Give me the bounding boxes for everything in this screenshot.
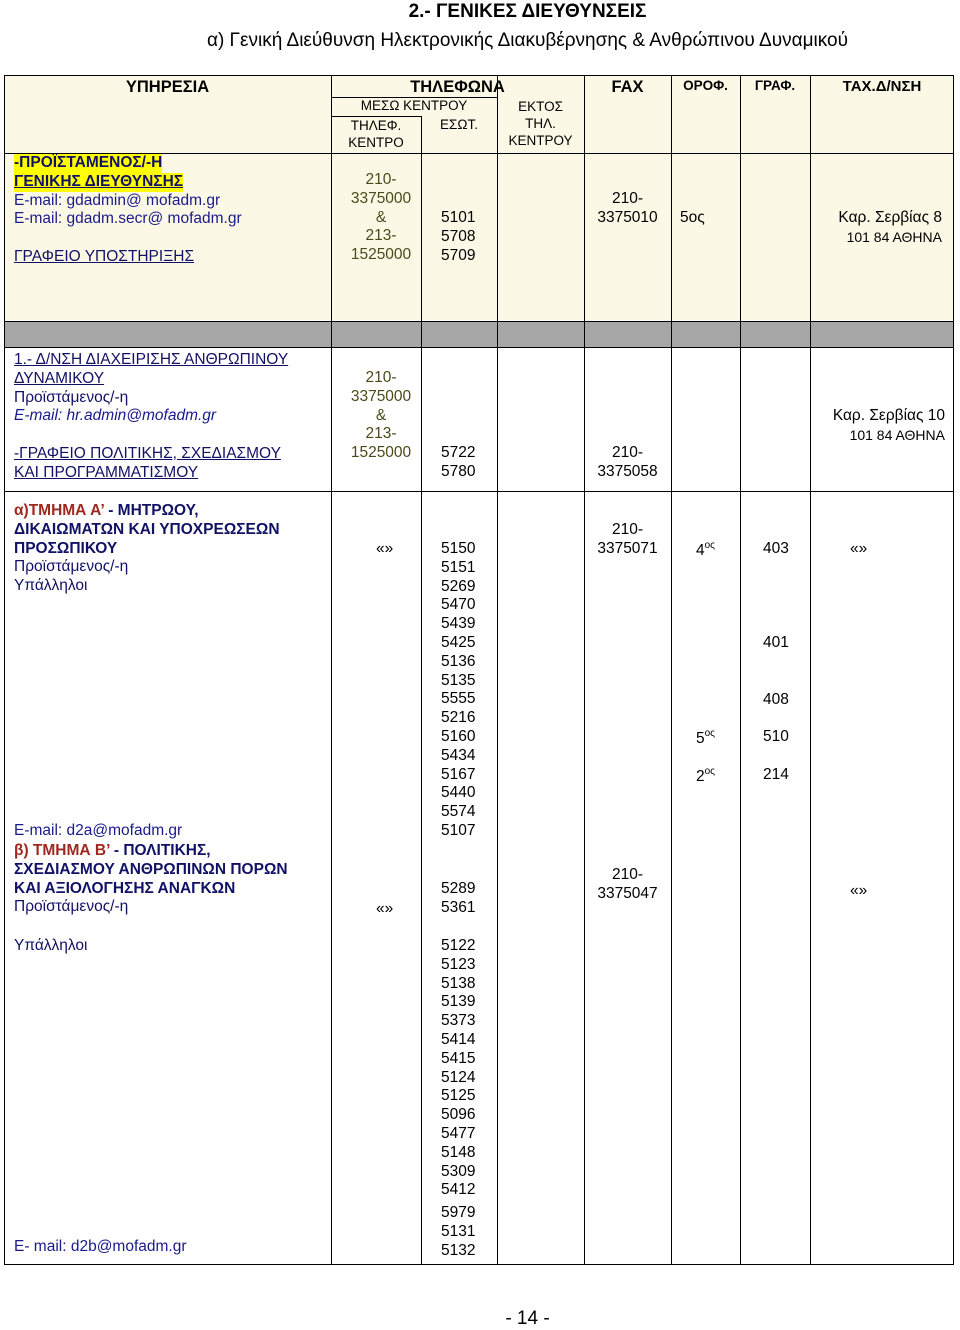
hr-head: Προϊστάμενος/-η <box>14 388 129 406</box>
dept-b-title-3: ΚΑΙ ΑΞΙΟΛΟΓΗΣΗΣ ΑΝΑΓΚΩΝ <box>14 879 236 897</box>
dept-a-title-3: ΠΡΟΣΩΠΙΚΟΥ <box>14 539 118 557</box>
dept-a-office: 401 <box>763 634 789 651</box>
extension-number: 5124 <box>441 1068 476 1086</box>
dept-a-title-2: ΔΙΚΑΙΩΜΑΤΩΝ ΚΑΙ ΥΠΟΧΡΕΩΣΕΩΝ <box>14 520 280 538</box>
dept-b-staff: Υπάλληλοι <box>14 937 88 954</box>
extension-number: 5434 <box>441 746 476 764</box>
separator-band-bottom <box>4 347 954 348</box>
dept-a-floor-3: $2^{o\varsigma}$ <box>696 766 716 785</box>
extension-number: 5477 <box>441 1124 476 1142</box>
subtitle: α) Γενική Διεύθυνση Ηλεκτρονικής Διακυβέρνησης & Ανθρώπινου Δυναμικού <box>206 30 849 51</box>
header-service: ΥΠΗΡΕΣΙΑ <box>125 78 210 96</box>
extension-number: 5439 <box>441 615 476 633</box>
policy-office: -ΓΡΑΦΕΙΟ ΠΟΛΙΤΙΚΗΣ, ΣΧΕΔΙΑΣΜΟΥ <box>14 444 281 462</box>
gd-center-phone: 210- 3375000 & 213- 1525000 <box>350 171 412 264</box>
extension-number: 5269 <box>441 577 476 595</box>
dept-a-staff: Υπάλληλοι <box>14 577 88 595</box>
dept-b-email[interactable]: E- mail: d2b@mofadm.gr <box>14 1238 187 1255</box>
header-internal: ΕΣΩΤ. <box>440 117 478 132</box>
extension-number: 5151 <box>441 558 476 576</box>
extension-number: 5122 <box>441 937 476 954</box>
support-office: ΓΡΑΦΕΙΟ ΥΠΟΣΤΗΡΙΞΗΣ <box>14 247 195 265</box>
dept-b-address: «» <box>850 882 868 899</box>
dept-b-internal-tail: 5979 5131 5132 <box>441 1204 476 1259</box>
extension-number: 5148 <box>441 1143 476 1161</box>
gd-fax: 210- 3375010 <box>597 190 658 226</box>
hr-fax: 210- 3375058 <box>597 444 658 480</box>
dept-b-block <box>14 842 288 917</box>
hr-email[interactable]: E-mail: hr.admin@mofadm.gr <box>14 407 217 425</box>
dept-a-block <box>14 502 280 596</box>
extension-number: 5574 <box>441 803 476 821</box>
gd-email-2[interactable]: E-mail: gdadm.secr@ mofadm.gr <box>14 210 242 228</box>
gd-title-2: ΓΕΝΙΚΗΣ ΔΙΕΥΘΥΝΣΗΣ <box>14 172 184 190</box>
extension-number: 5150 <box>441 540 476 557</box>
header-floor: ΟΡΟΦ. <box>683 78 728 93</box>
header-fax: FAX <box>611 78 644 96</box>
dept-a-floor-2: $5^{o\varsigma}$ <box>696 728 716 747</box>
dept-b-internal-staff <box>441 937 475 1200</box>
hr-title: 1.- Δ/ΝΣΗ ΔΙΑΧΕΙΡΙΣΗΣ ΑΝΘΡΩΠΙΝΟΥ <box>14 351 289 368</box>
col-divider <box>497 75 498 1265</box>
hr-directorate-block <box>14 351 288 483</box>
header-center-phone: ΤΗΛΕΦ. ΚΕΝΤΡΟ <box>348 118 404 150</box>
extension-number: 5425 <box>441 633 476 651</box>
gd-floor: 5ος <box>680 209 705 226</box>
extension-number: 5167 <box>441 765 476 783</box>
dept-a-center-phone: «» <box>376 540 394 557</box>
dept-a-email[interactable]: E-mail: d2a@mofadm.gr <box>14 822 183 839</box>
extension-number: 5414 <box>441 1030 476 1048</box>
dept-a-office: 403 <box>763 540 789 557</box>
dept-a-internal <box>441 540 475 841</box>
header-office: ΓΡΑΦ. <box>754 78 796 93</box>
hr-center-phone: 210- 3375000 & 213- 1525000 <box>350 369 412 462</box>
extension-number: 5125 <box>441 1087 476 1105</box>
policy-office-2: ΚΑΙ ΠΡΟΓΡΑΜΜΑΤΙΣΜΟΥ <box>14 463 199 481</box>
separator-band-top <box>4 321 954 322</box>
dept-a-floor-1: $4^{o\varsigma}$ <box>696 540 716 559</box>
extension-number: 5138 <box>441 974 476 992</box>
extension-number: 5123 <box>441 955 476 973</box>
col-divider <box>671 75 672 1265</box>
dept-b-internal-head: 5289 5361 <box>441 880 476 916</box>
dept-a-title: α)ΤΜΗΜΑ Α’ - ΜΗΤΡΩΟΥ, <box>14 502 199 519</box>
gd-email-1[interactable]: E-mail: gdadmin@ mofadm.gr <box>14 191 221 209</box>
dept-a-office: 408 <box>763 691 789 708</box>
col-divider <box>584 75 585 1265</box>
dept-b-fax: 210- 3375047 <box>597 866 658 902</box>
general-director-block <box>14 154 242 267</box>
extension-number: 5415 <box>441 1049 476 1067</box>
extension-number: 5309 <box>441 1162 476 1180</box>
header-via-center: ΜΕΣΩ ΚΕΝΤΡΟΥ <box>360 98 468 113</box>
header-phones: ΤΗΛΕΦΩΝΑ <box>410 78 505 96</box>
gd-address: Καρ. Σερβίας 8 101 84 ΑΘΗΝΑ <box>838 209 942 245</box>
page-number: - 14 - <box>505 1308 550 1329</box>
header-address: ΤΑΧ.Δ/ΝΣΗ <box>842 78 922 95</box>
extension-number: 5139 <box>441 993 476 1011</box>
dept-a-office: 214 <box>763 766 789 783</box>
dept-b-head: Προϊστάμενος/-η <box>14 898 129 916</box>
extension-number: 5412 <box>441 1181 476 1199</box>
extension-number: 5135 <box>441 671 476 689</box>
extension-number: 5470 <box>441 596 476 614</box>
row-divider <box>4 491 954 492</box>
hr-internal: 5722 5780 <box>441 444 476 480</box>
section-title: 2.- ΓΕΝΙΚΕΣ ΔΙΕΥΘΥΝΣΕΙΣ <box>408 1 647 22</box>
extension-number: 5160 <box>441 727 476 745</box>
col-divider <box>740 75 741 1265</box>
hr-title-2: ΔΥΝΑΜΙΚΟΥ <box>14 369 105 387</box>
gd-internal: 5101 5708 5709 <box>441 209 476 264</box>
header-outside: ΕΚΤΟΣ ΤΗΛ. ΚΕΝΤΡΟΥ <box>508 99 573 148</box>
dept-a-office: 510 <box>763 728 789 745</box>
col-divider <box>810 75 811 1265</box>
dept-a-fax: 210- 3375071 <box>597 521 658 557</box>
extension-number: 5107 <box>441 821 476 839</box>
col-divider <box>421 116 422 1265</box>
extension-number: 5216 <box>441 709 476 727</box>
dept-b-title: β) ΤΜΗΜΑ Β’ - ΠΟΛΙΤΙΚΗΣ, <box>14 842 211 859</box>
extension-number: 5440 <box>441 784 476 802</box>
extension-number: 5373 <box>441 1012 476 1030</box>
hr-address: Καρ. Σερβίας 10 101 84 ΑΘΗΝΑ <box>832 407 945 443</box>
gd-title: -ΠΡΟΪΣΤΑΜΕΝΟΣ/-Η <box>14 154 163 171</box>
dept-a-head: Προϊστάμενος/-η <box>14 558 129 576</box>
dept-b-title-2: ΣΧΕΔΙΑΣΜΟΥ ΑΝΘΡΩΠΙΝΩΝ ΠΟΡΩΝ <box>14 860 288 878</box>
dept-a-address: «» <box>850 540 868 557</box>
extension-number: 5136 <box>441 652 476 670</box>
extension-number: 5555 <box>441 690 476 708</box>
dept-b-center-phone: «» <box>376 900 394 917</box>
extension-number: 5096 <box>441 1106 476 1124</box>
